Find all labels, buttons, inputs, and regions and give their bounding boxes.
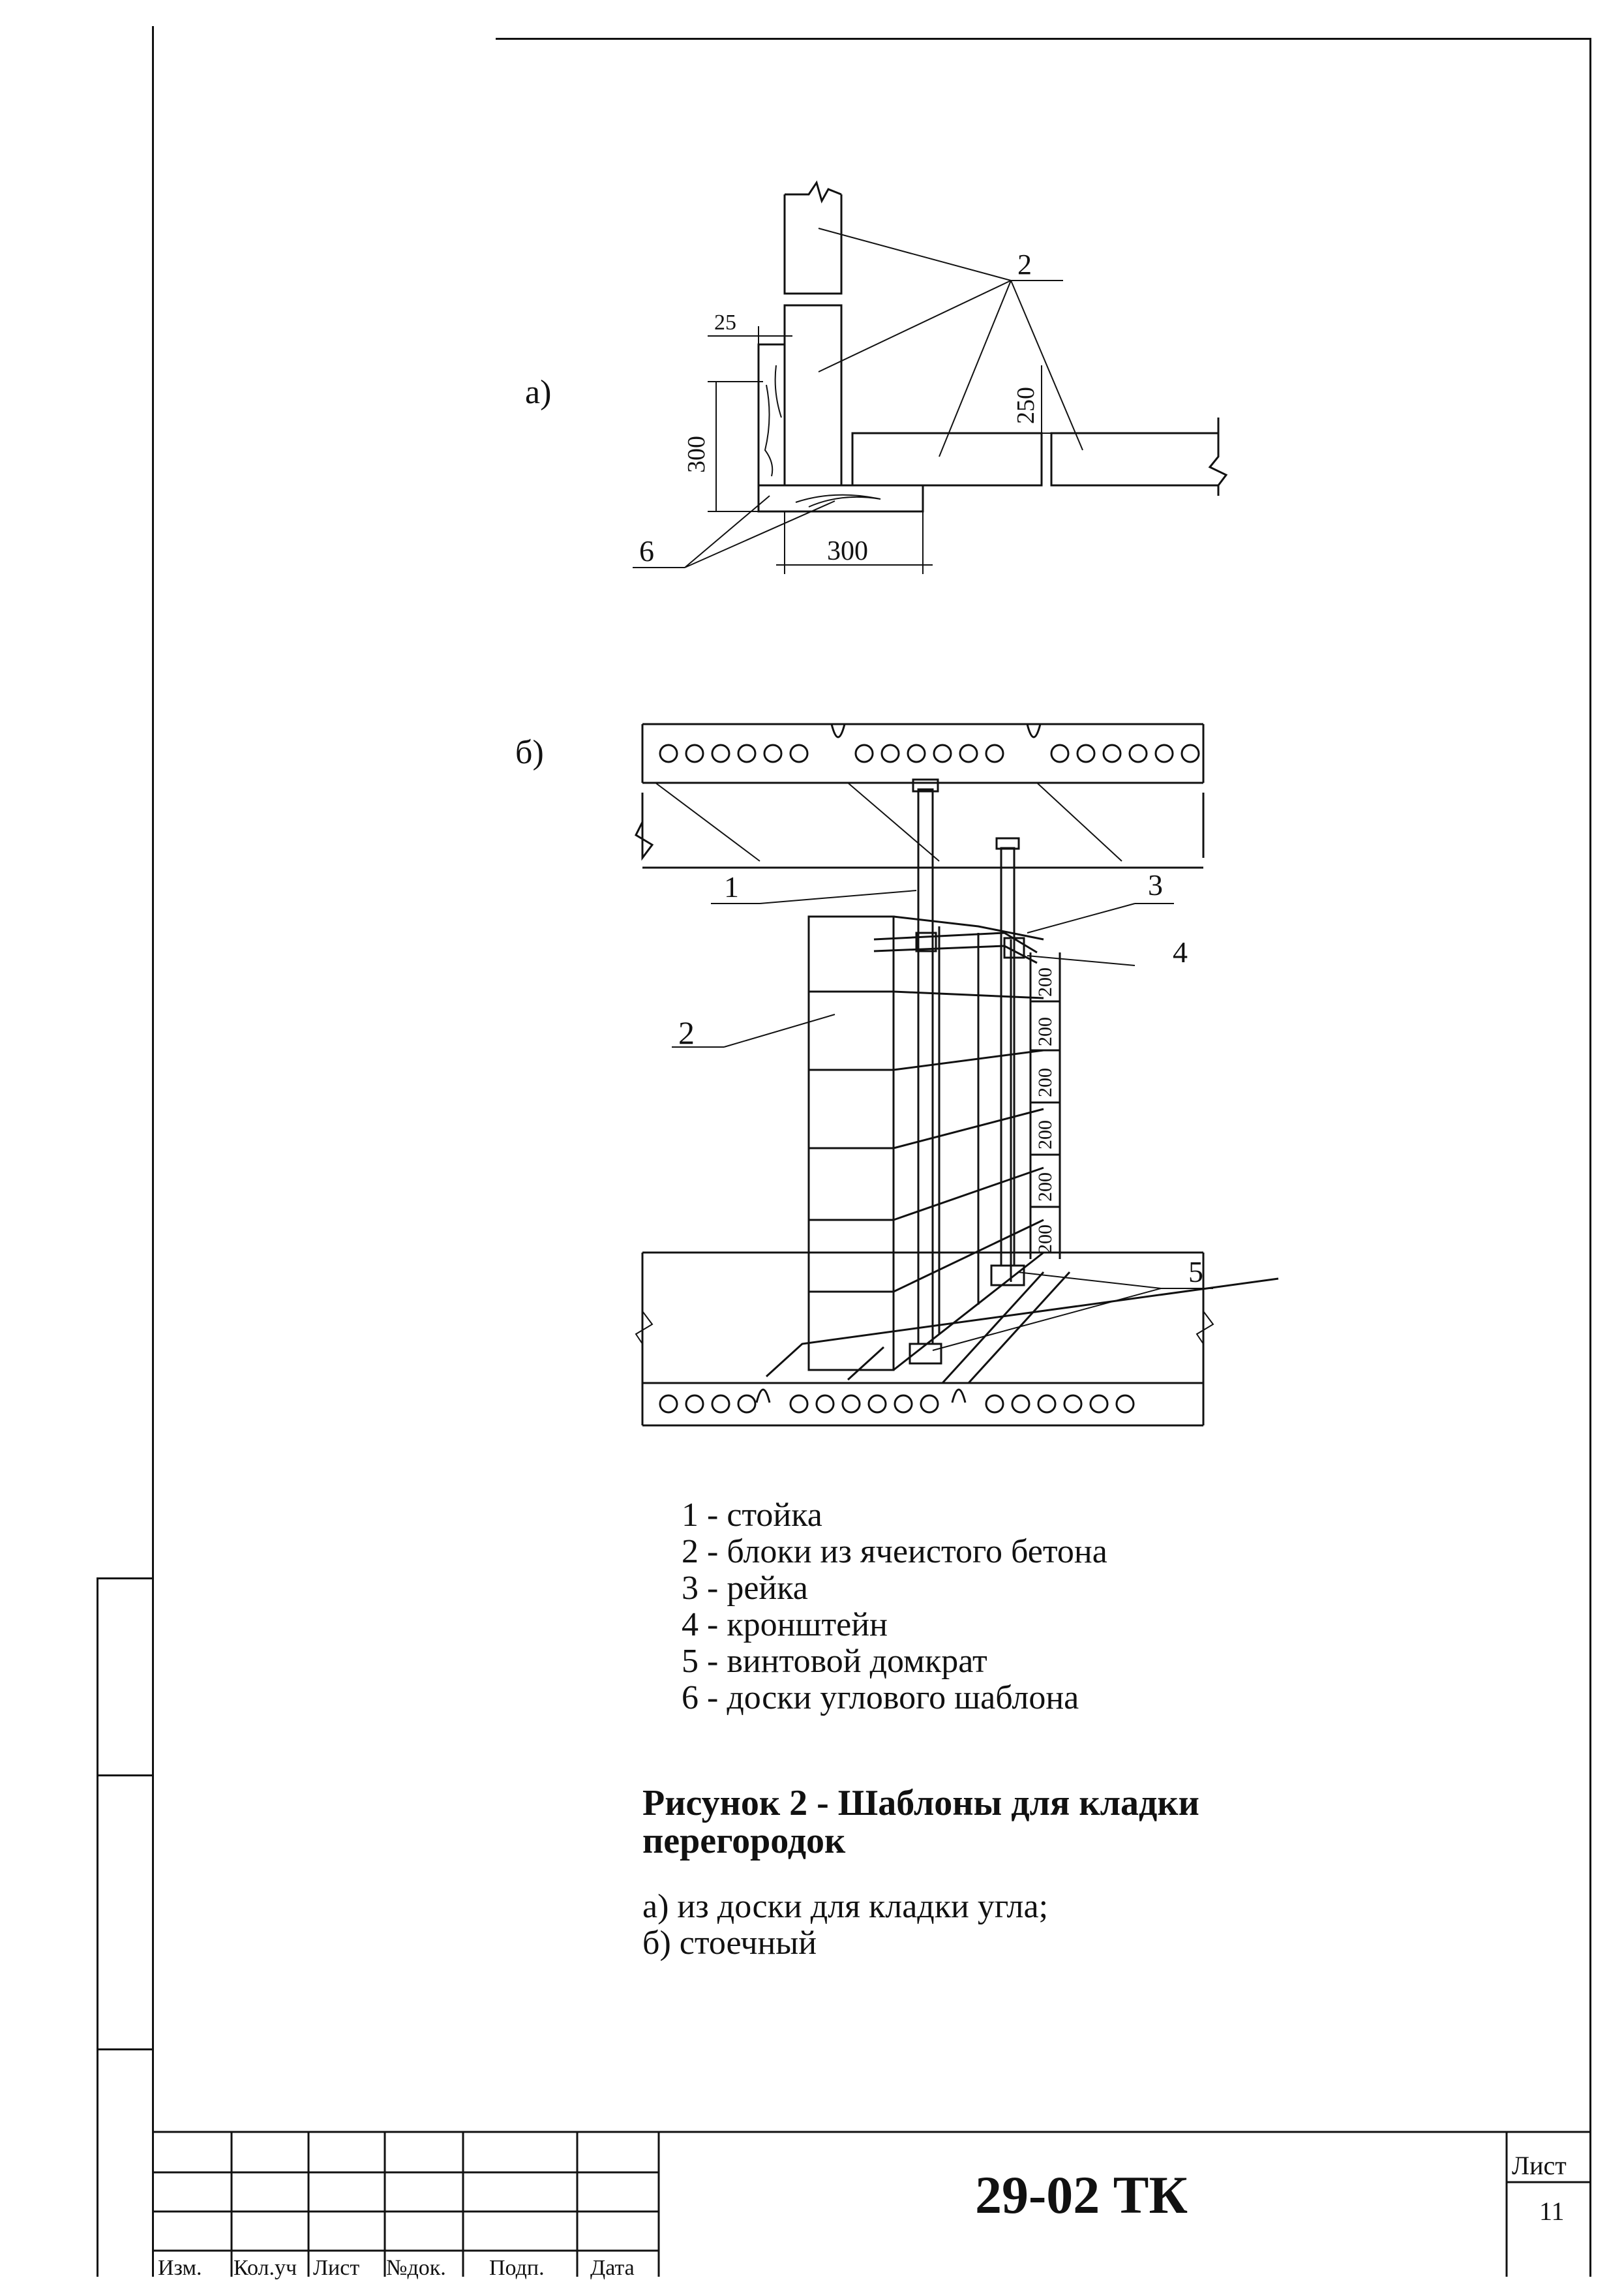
callout-b-5: 5 xyxy=(1188,1255,1203,1288)
stamp-col-podp: Подп. xyxy=(489,2256,545,2280)
subcaption-line: б) стоечный xyxy=(642,1924,817,1962)
spacing-label: 200 xyxy=(1034,1172,1056,1202)
sheet-label: Лист xyxy=(1512,2151,1567,2180)
stamp-col-list: Лист xyxy=(313,2256,360,2280)
legend-item: 3 - рейка xyxy=(682,1570,808,1607)
legend-item: 6 - доски углового шаблона xyxy=(682,1679,1079,1716)
spacing-label: 200 xyxy=(1034,1120,1056,1149)
legend-item: 4 - кронштейн xyxy=(682,1606,888,1643)
drawing-b-label: б) xyxy=(515,734,544,771)
figure-caption-line: Рисунок 2 - Шаблоны для кладки xyxy=(642,1783,1199,1823)
document-code: 29-02 ТК xyxy=(975,2165,1188,2225)
callout-a-6: 6 xyxy=(639,534,654,568)
legend-item: 5 - винтовой домкрат xyxy=(682,1643,987,1680)
subcaption-line: а) из доски для кладки угла; xyxy=(642,1888,1049,1925)
stamp-col-izm: Изм. xyxy=(158,2256,202,2280)
stamp-col-data: Дата xyxy=(590,2256,635,2280)
spacing-label: 200 xyxy=(1034,1017,1056,1046)
stamp-col-kolvo: Кол.уч xyxy=(233,2256,297,2280)
spacing-label: 200 xyxy=(1034,1068,1056,1097)
figure-subcaption xyxy=(642,1889,1048,1962)
dim-25: 25 xyxy=(714,311,736,335)
callout-b-1: 1 xyxy=(724,870,739,904)
spacing-label: 200 xyxy=(1034,1224,1056,1254)
drawing-a-label: а) xyxy=(525,374,552,411)
sheet-number: 11 xyxy=(1539,2196,1565,2226)
legend-item: 2 - блоки из ячеистого бетона xyxy=(682,1533,1107,1570)
spacing-label: 200 xyxy=(1034,967,1056,997)
callout-b-3: 3 xyxy=(1148,868,1163,902)
ceiling-hollow-cores xyxy=(660,745,1199,762)
legend-item: 1 - стойка xyxy=(682,1497,822,1534)
legend xyxy=(682,1497,1107,1716)
title-block-lines xyxy=(152,2132,1589,2280)
dim-300-vertical: 300 xyxy=(683,436,710,473)
dim-300-horizontal: 300 xyxy=(827,536,868,566)
dim-250: 250 xyxy=(1012,387,1040,424)
stamp-col-ndoc: №док. xyxy=(386,2256,446,2280)
figure-caption xyxy=(642,1784,1199,1860)
callout-b-2: 2 xyxy=(678,1014,695,1051)
figure-caption-line: перегородок xyxy=(642,1821,846,1861)
callout-a-2: 2 xyxy=(1017,249,1032,281)
floor-hollow-cores xyxy=(660,1395,1134,1412)
callout-b-4: 4 xyxy=(1173,935,1188,969)
